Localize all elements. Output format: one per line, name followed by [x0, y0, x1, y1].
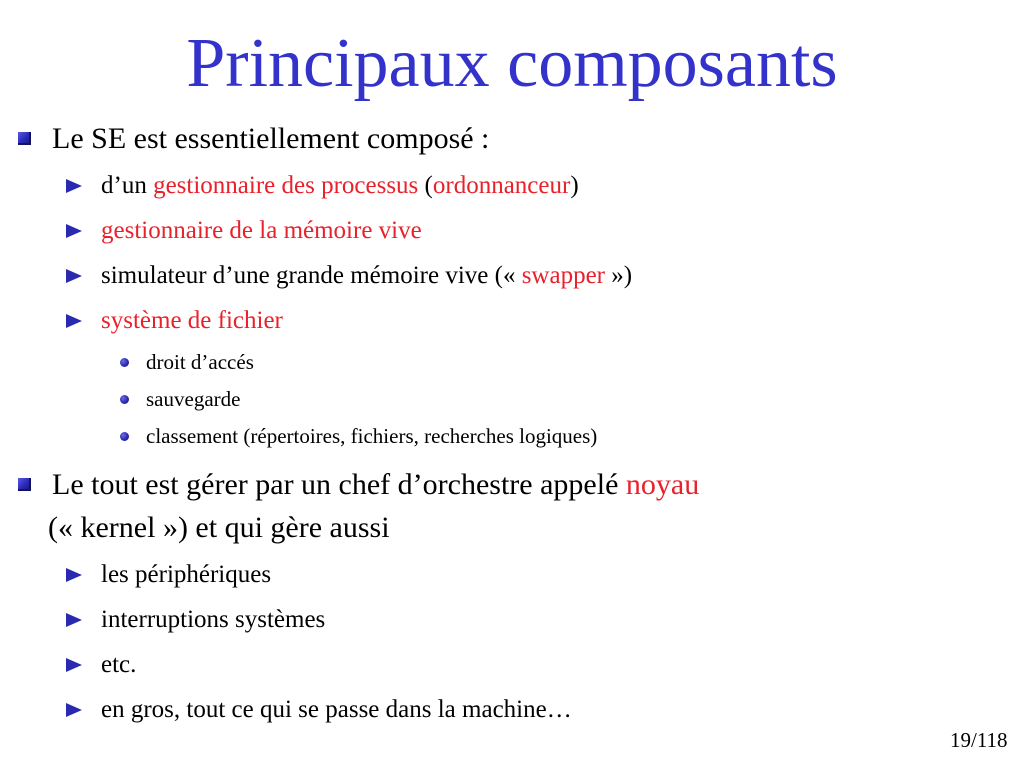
- sub-bullet-text: ): [570, 172, 579, 199]
- triangle-bullet-icon: [66, 269, 82, 283]
- sub-bullet-process-manager: [66, 170, 579, 202]
- sub-sub-bullet-text: sauvegarde: [146, 387, 241, 411]
- triangle-bullet-icon: [66, 224, 82, 238]
- highlight-process-manager: gestionnaire des processus: [153, 172, 419, 199]
- sub-bullet-machine: [66, 694, 572, 726]
- triangle-bullet-icon: [66, 703, 82, 717]
- highlight-swapper: swapper: [521, 262, 606, 289]
- sub-bullet-swapper: [66, 260, 632, 292]
- sub-bullet-text: simulateur d’une grande mémoire vive («: [101, 262, 522, 289]
- square-bullet-icon: [18, 478, 31, 491]
- bullet-kernel: [18, 463, 958, 549]
- highlight-scheduler: ordonnanceur: [432, 172, 571, 199]
- triangle-bullet-icon: [66, 568, 82, 582]
- sub-sub-bullet-classification: [120, 423, 597, 450]
- sub-bullet-text: interruptions systèmes: [101, 606, 326, 633]
- triangle-bullet-icon: [66, 658, 82, 672]
- sub-bullet-peripherals: [66, 559, 271, 591]
- bullet-text: Le SE est essentiellement composé :: [52, 122, 490, 155]
- bullet-text: Le tout est gérer par un chef d’orchestre appelé: [52, 468, 626, 501]
- sub-sub-bullet-backup: [120, 386, 240, 413]
- sub-bullet-interrupts: [66, 604, 325, 636]
- triangle-bullet-icon: [66, 613, 82, 627]
- highlight-kernel: noyau: [625, 468, 700, 501]
- sub-bullet-text: (: [418, 172, 433, 199]
- square-bullet-icon: [18, 132, 31, 145]
- sub-bullet-memory-manager: [66, 215, 422, 247]
- sub-sub-bullet-text: classement (répertoires, fichiers, recherches logiques): [146, 424, 598, 448]
- highlight-file-system: système de fichier: [101, 307, 283, 334]
- dot-bullet-icon: [120, 395, 129, 404]
- sub-bullet-file-system: [66, 305, 283, 337]
- bullet-se-composition: [18, 117, 489, 160]
- page-number: 19/118: [950, 728, 1008, 752]
- sub-bullet-text: en gros, tout ce qui se passe dans la machine…: [101, 696, 572, 723]
- dot-bullet-icon: [120, 432, 129, 441]
- sub-bullet-etc: [66, 649, 136, 681]
- dot-bullet-icon: [120, 358, 129, 367]
- sub-sub-bullet-access-rights: [120, 349, 254, 376]
- triangle-bullet-icon: [66, 179, 82, 193]
- sub-bullet-text: etc.: [101, 651, 137, 678]
- sub-sub-bullet-text: droit d’accés: [146, 350, 254, 374]
- sub-bullet-text: les périphériques: [101, 561, 272, 588]
- sub-bullet-text: d’un: [101, 172, 154, 199]
- slide-title: Principaux composants: [186, 25, 838, 102]
- highlight-memory-manager: gestionnaire de la mémoire vive: [101, 217, 422, 244]
- triangle-bullet-icon: [66, 314, 82, 328]
- sub-bullet-text: »): [605, 262, 633, 289]
- bullet-text-continued: (« kernel ») et qui gère aussi: [48, 511, 390, 544]
